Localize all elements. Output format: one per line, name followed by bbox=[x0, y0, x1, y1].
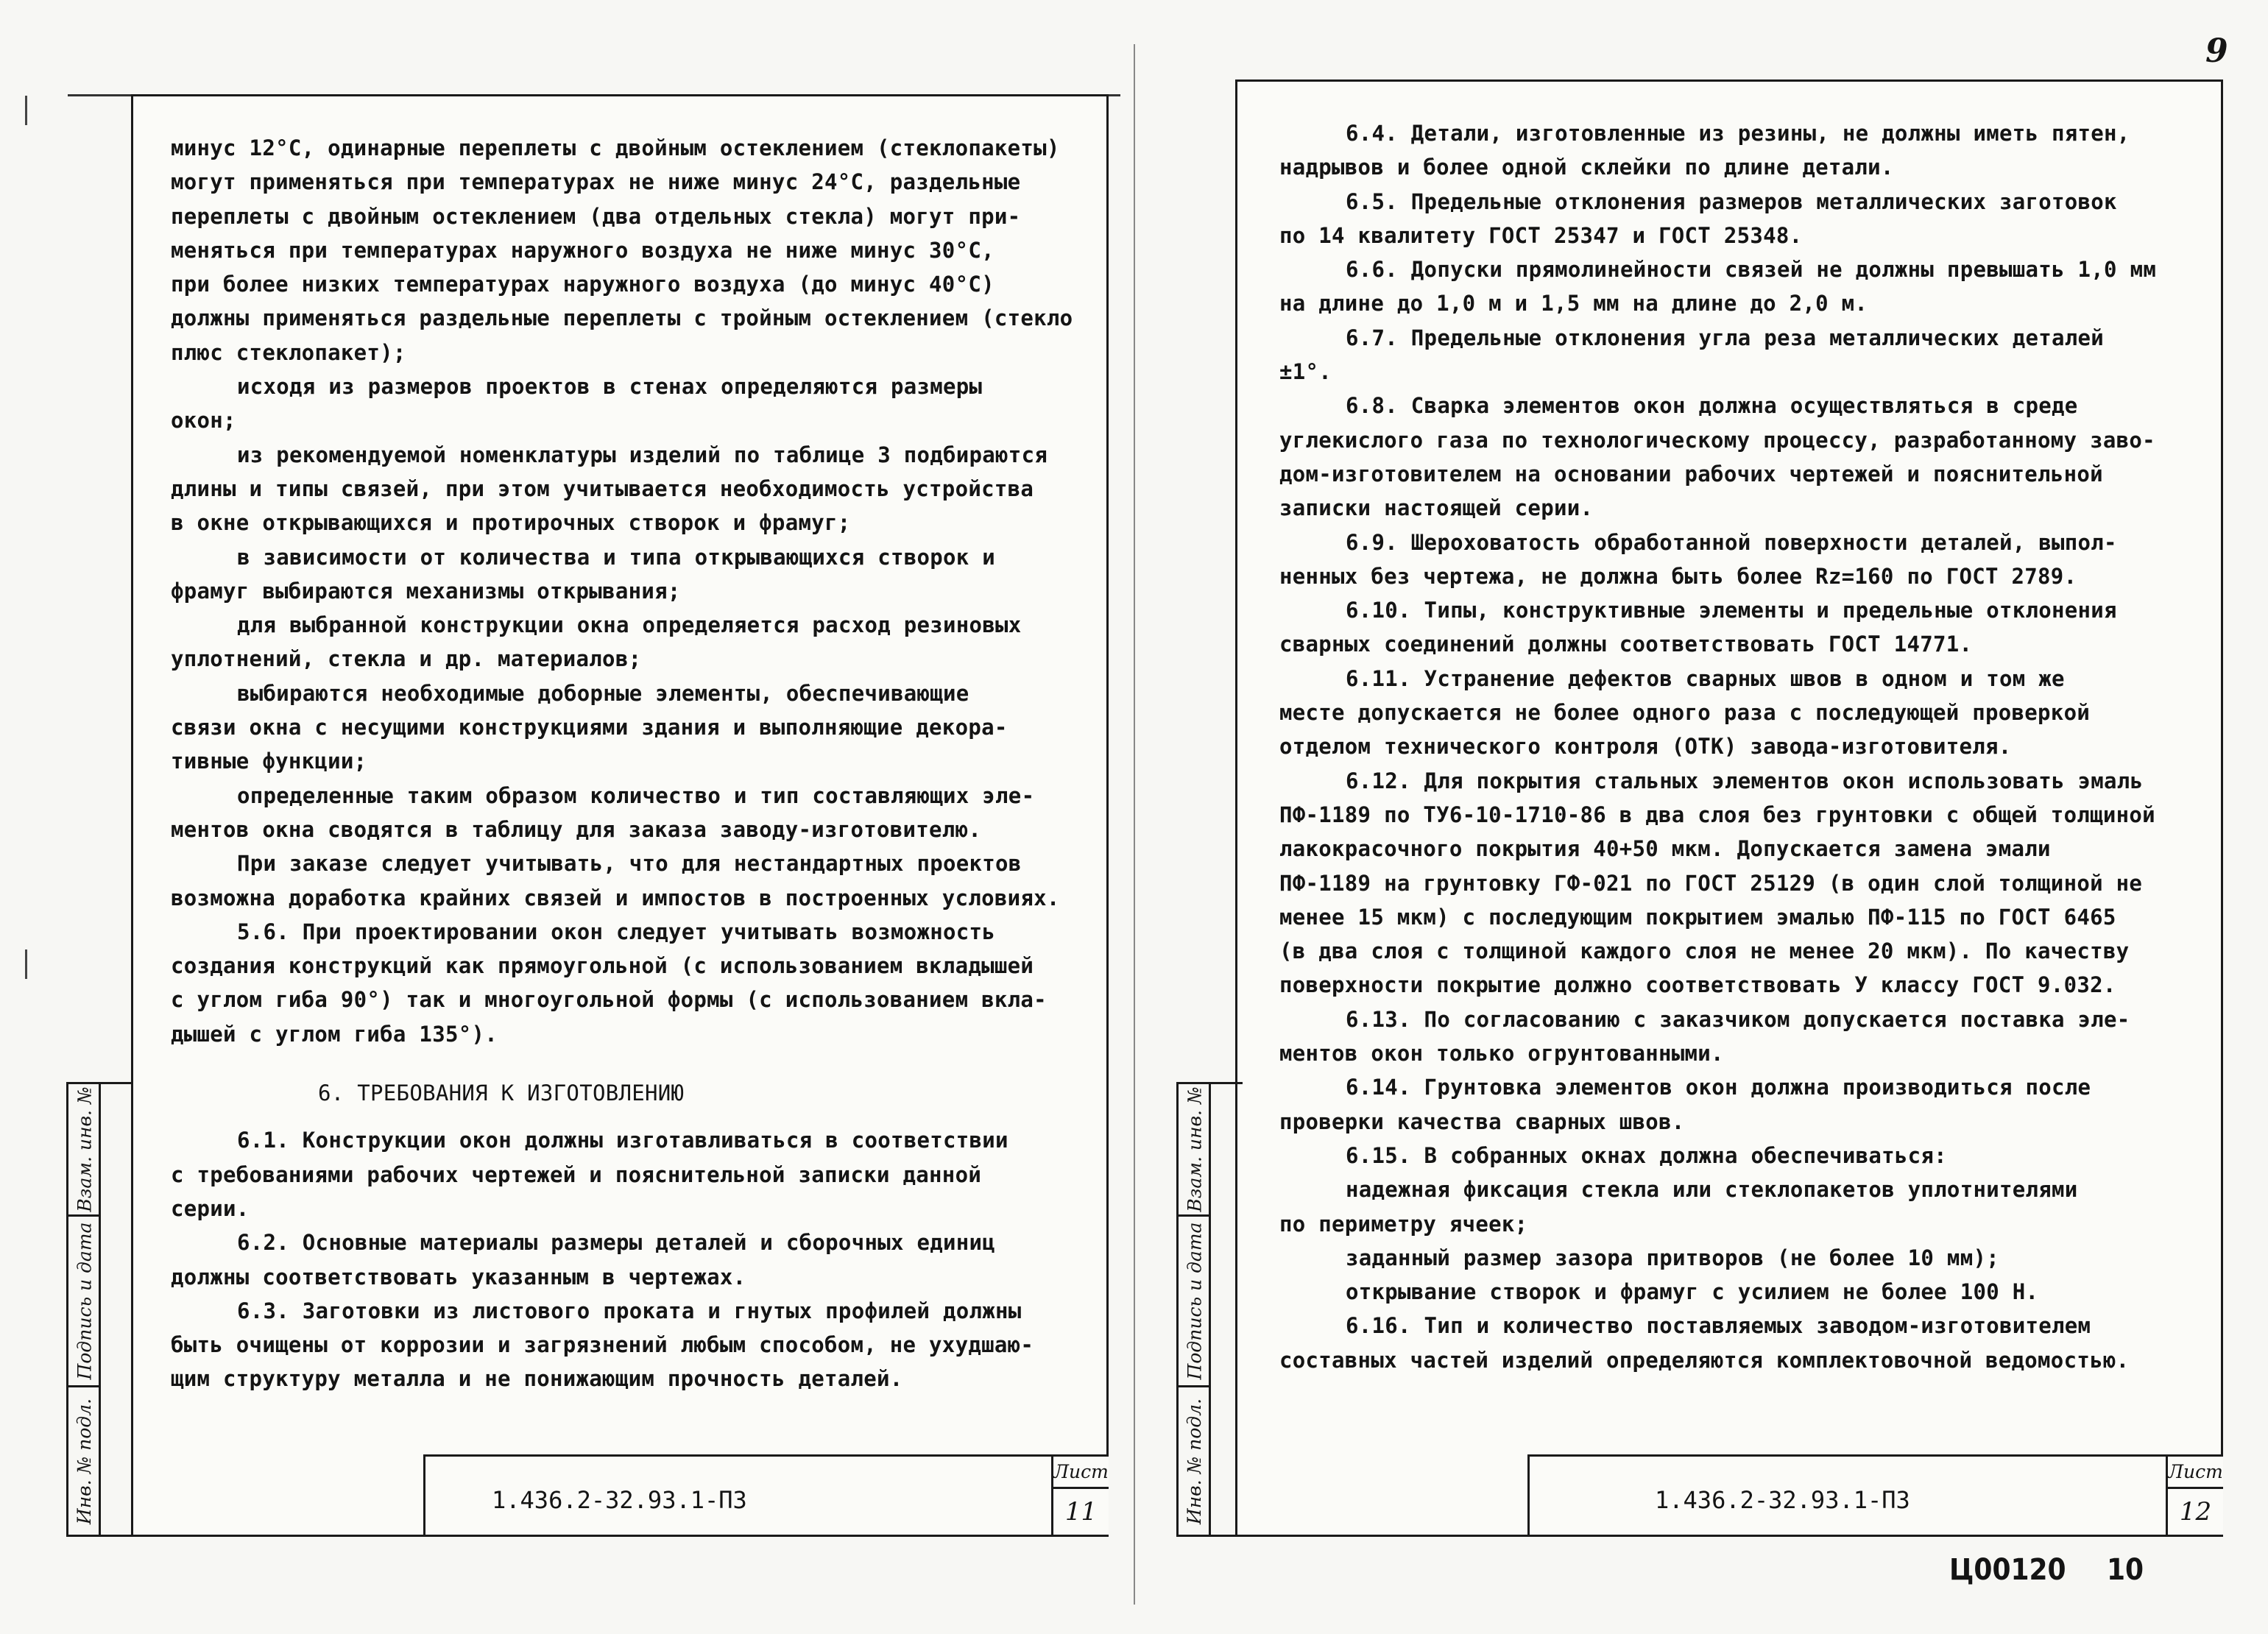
text-line: выбираются необходимые доборные элементы, обеспечивающие bbox=[237, 680, 969, 706]
text-line: углекислого газа по технологическому процессу, разработанному заво- bbox=[1279, 427, 2155, 453]
text-line: 6.5. Предельные отклонения размеров металлических заготовок bbox=[1346, 188, 2117, 214]
text-line: сварных соединений должны соответствовать ГОСТ 14771. bbox=[1279, 632, 1973, 657]
text-line: создания конструкций как прямоугольной (с использованием вкладышей bbox=[171, 953, 1034, 979]
sheet-number: 12 bbox=[2179, 1497, 2212, 1527]
document-code: 1.436.2-32.93.1-ПЗ bbox=[1655, 1486, 1910, 1514]
text-line: ПФ-1189 на грунтовку ГФ-021 по ГОСТ 25129 (в один слой толщиной не bbox=[1279, 870, 2143, 896]
corner-page-number: 9 bbox=[2205, 32, 2228, 70]
text-line: 6.4. Детали, изготовленные из резины, не должны иметь пятен, bbox=[1346, 121, 2130, 146]
text-line: в зависимости от количества и типа открывающихся створок и bbox=[237, 544, 996, 570]
sheet-box bbox=[2166, 1457, 2223, 1535]
scan-mark bbox=[25, 949, 27, 979]
text-line: по 14 квалитету ГОСТ 25347 и ГОСТ 25348. bbox=[1279, 222, 1803, 248]
text-line: отделом технического контроля (ОТК) завода-изготовителя. bbox=[1279, 734, 2012, 760]
text-line: дом-изготовителем на основании рабочих чертежей и пояснительной bbox=[1279, 461, 2103, 487]
text-line: ментов окон только огрунтованными. bbox=[1279, 1041, 1724, 1067]
text-line: 6.1. Конструкции окон должны изготавливаться в соответствии bbox=[237, 1128, 1008, 1153]
right-page-body bbox=[1279, 116, 2156, 1377]
text-line: фрамуг выбираются механизмы открывания; bbox=[171, 578, 681, 604]
section-heading: 6. ТРЕБОВАНИЯ К ИЗГОТОВЛЕНИЮ bbox=[318, 1081, 685, 1106]
right-page-lines bbox=[1279, 116, 2156, 1377]
text-line: по периметру ячеек; bbox=[1279, 1211, 1528, 1237]
side-stamp-cell-signature: Подпись и дата bbox=[1179, 1217, 1211, 1387]
left-title-block bbox=[423, 1454, 1109, 1537]
document-code: 1.436.2-32.93.1-ПЗ bbox=[492, 1486, 747, 1514]
text-line: 6.13. По согласованию с заказчиком допускается поставка эле- bbox=[1346, 1006, 2130, 1032]
text-line: связи окна с несущими конструкциями здания и выполняющие декора- bbox=[171, 715, 1008, 740]
text-line: из рекомендуемой номенклатуры изделий по таблице 3 подбираются bbox=[237, 442, 1048, 467]
text-line: 6.7. Предельные отклонения угла реза металлических деталей bbox=[1346, 325, 2105, 350]
archive-code: Ц00120 bbox=[1949, 1553, 2066, 1587]
text-line: плюс стеклопакет); bbox=[171, 339, 406, 365]
archive-page-number: 10 bbox=[2107, 1553, 2144, 1587]
text-line: 6.12. Для покрытия стальных элементов окон использовать эмаль bbox=[1346, 768, 2144, 793]
text-line: тивные функции; bbox=[171, 749, 367, 774]
sheet-number: 11 bbox=[1064, 1497, 1098, 1527]
text-line: 5.6. При проектировании окон следует учитывать возможность bbox=[237, 919, 996, 944]
text-line: 6.2. Основные материалы размеры деталей и сборочных единиц bbox=[237, 1230, 996, 1256]
text-line: возможна доработка крайних связей и импостов в построенных условиях. bbox=[171, 885, 1060, 910]
side-stamp-cell-replacement: Взам. инв. № bbox=[1179, 1084, 1211, 1217]
text-line: надрывов и более одной склейки по длине детали. bbox=[1279, 155, 1894, 180]
text-line: ментов окна сводятся в таблицу для заказа заводу-изготовителю. bbox=[171, 816, 982, 842]
text-line: 6.14. Грунтовка элементов окон должна производиться после bbox=[1346, 1075, 2091, 1100]
text-line: длины и типы связей, при этом учитывается необходимость устройства bbox=[171, 475, 1034, 501]
text-line: При заказе следует учитывать, что для нестандартных проектов bbox=[237, 851, 1022, 877]
text-line: 6.11. Устранение дефектов сварных швов в одном и том же bbox=[1346, 665, 2065, 691]
text-line: при более низких температурах наружного воздуха (до минус 40°C) bbox=[171, 272, 995, 297]
text-line: поверхности покрытие должно соответствовать У классу ГОСТ 9.032. bbox=[1279, 972, 2116, 998]
left-page-body bbox=[171, 131, 1073, 1396]
text-line: минус 12°C, одинарные переплеты с двойным остеклением (стеклопакеты) bbox=[171, 135, 1060, 160]
text-line: ПФ-1189 по ТУ6-10-1710-86 в два слоя без грунтовки с общей толщиной bbox=[1279, 802, 2155, 827]
text-line: 6.9. Шероховатость обработанной поверхности деталей, выпол- bbox=[1346, 529, 2117, 555]
side-stamp-cell-signature: Подпись и дата bbox=[68, 1217, 101, 1387]
right-title-block bbox=[1527, 1454, 2223, 1537]
sheet-label: Лист bbox=[1053, 1457, 1109, 1489]
sheet-box bbox=[1051, 1457, 1109, 1535]
text-line: меняться при температурах наружного воздуха не ниже минус 30°C, bbox=[171, 237, 995, 263]
text-line: в окне открывающихся и протирочных створок и фрамуг; bbox=[171, 510, 851, 536]
text-line: уплотнений, стекла и др. материалов; bbox=[171, 646, 642, 672]
text-line: лакокрасочного покрытия 40+50 мкм. Допускается замена эмали bbox=[1279, 836, 2051, 862]
text-line: должны соответствовать указанным в чертежах. bbox=[171, 1264, 746, 1290]
text-line: щим структуру металла и не понижающим прочность деталей. bbox=[171, 1366, 903, 1392]
page-fold-line bbox=[1134, 44, 1135, 1605]
left-side-stamp bbox=[66, 1082, 133, 1537]
text-line: надежная фиксация стекла или стеклопакетов уплотнителями bbox=[1346, 1177, 2078, 1203]
text-line: могут применяться при температурах не ниже минус 24°C, раздельные bbox=[171, 169, 1021, 195]
text-line: ±1°. bbox=[1279, 359, 1332, 385]
text-line: на длине до 1,0 м и 1,5 мм на длине до 2,0 м. bbox=[1279, 291, 1868, 316]
text-line: заданный размер зазора притворов (не более 10 мм); bbox=[1346, 1245, 1999, 1270]
left-page-lines-after bbox=[171, 1123, 1073, 1396]
text-line: месте допускается не более одного раза с последующей проверкой bbox=[1279, 700, 2091, 726]
text-line: открывание створок и фрамуг с усилием не более 100 Н. bbox=[1346, 1279, 2039, 1305]
text-line: быть очищены от коррозии и загрязнений любым способом, не ухудшаю- bbox=[171, 1332, 1034, 1358]
text-line: окон; bbox=[171, 408, 236, 434]
right-side-stamp bbox=[1176, 1082, 1243, 1537]
side-stamp-cell-inventory: Инв. № подл. bbox=[74, 1398, 96, 1524]
text-line: 6.3. Заготовки из листового проката и гнутых профилей должны bbox=[237, 1298, 1022, 1323]
text-line: ненных без чертежа, не должна быть более Rz=160 по ГОСТ 2789. bbox=[1279, 563, 2077, 589]
side-stamp-cell-replacement: Взам. инв. № bbox=[68, 1084, 101, 1217]
text-line: должны применяться раздельные переплеты с тройным остеклением (стекло bbox=[171, 305, 1073, 331]
left-page-lines bbox=[171, 131, 1073, 1051]
text-line: 6.8. Сварка элементов окон должна осуществляться в среде bbox=[1346, 393, 2078, 419]
text-line: менее 15 мкм) с последующим покрытием эмалью ПФ-115 по ГОСТ 6465 bbox=[1279, 904, 2116, 930]
text-line: (в два слоя с толщиной каждого слоя не менее 20 мкм). По качеству bbox=[1279, 938, 2130, 964]
text-line: записки настоящей серии. bbox=[1279, 495, 1594, 521]
side-stamp-column bbox=[1179, 1084, 1211, 1535]
side-stamp-cell-inventory: Инв. № подл. bbox=[1184, 1398, 1206, 1524]
text-line: составных частей изделий определяются комплектовочной ведомостью. bbox=[1279, 1347, 2130, 1373]
text-line: 6.10. Типы, конструктивные элементы и предельные отклонения bbox=[1346, 598, 2117, 623]
text-line: 6.6. Допуски прямолинейности связей не должны превышать 1,0 мм bbox=[1346, 257, 2157, 283]
text-line: с углом гиба 90°) так и многоугольной формы (с использованием вкла- bbox=[171, 987, 1047, 1013]
text-line: с требованиями рабочих чертежей и пояснительной записки данной bbox=[171, 1161, 982, 1187]
text-line: исходя из размеров проектов в стенах определяются размеры bbox=[237, 374, 983, 400]
text-line: 6.16. Тип и количество поставляемых заводом-изготовителем bbox=[1346, 1313, 2091, 1339]
text-line: дышей с углом гиба 135°). bbox=[171, 1021, 498, 1047]
scan-mark bbox=[25, 96, 27, 125]
text-line: 6.15. В собранных окнах должна обеспечиваться: bbox=[1346, 1142, 1947, 1168]
text-line: проверки качества сварных швов. bbox=[1279, 1108, 1685, 1134]
text-line: серии. bbox=[171, 1195, 250, 1221]
text-line: для выбранной конструкции окна определяется расход резиновых bbox=[237, 612, 1022, 638]
sheet-label: Лист bbox=[2168, 1457, 2223, 1489]
text-line: переплеты с двойным остеклением (два отдельных стекла) могут при- bbox=[171, 203, 1021, 229]
text-line: определенные таким образом количество и тип составляющих эле- bbox=[237, 782, 1035, 808]
side-stamp-column bbox=[68, 1084, 101, 1535]
